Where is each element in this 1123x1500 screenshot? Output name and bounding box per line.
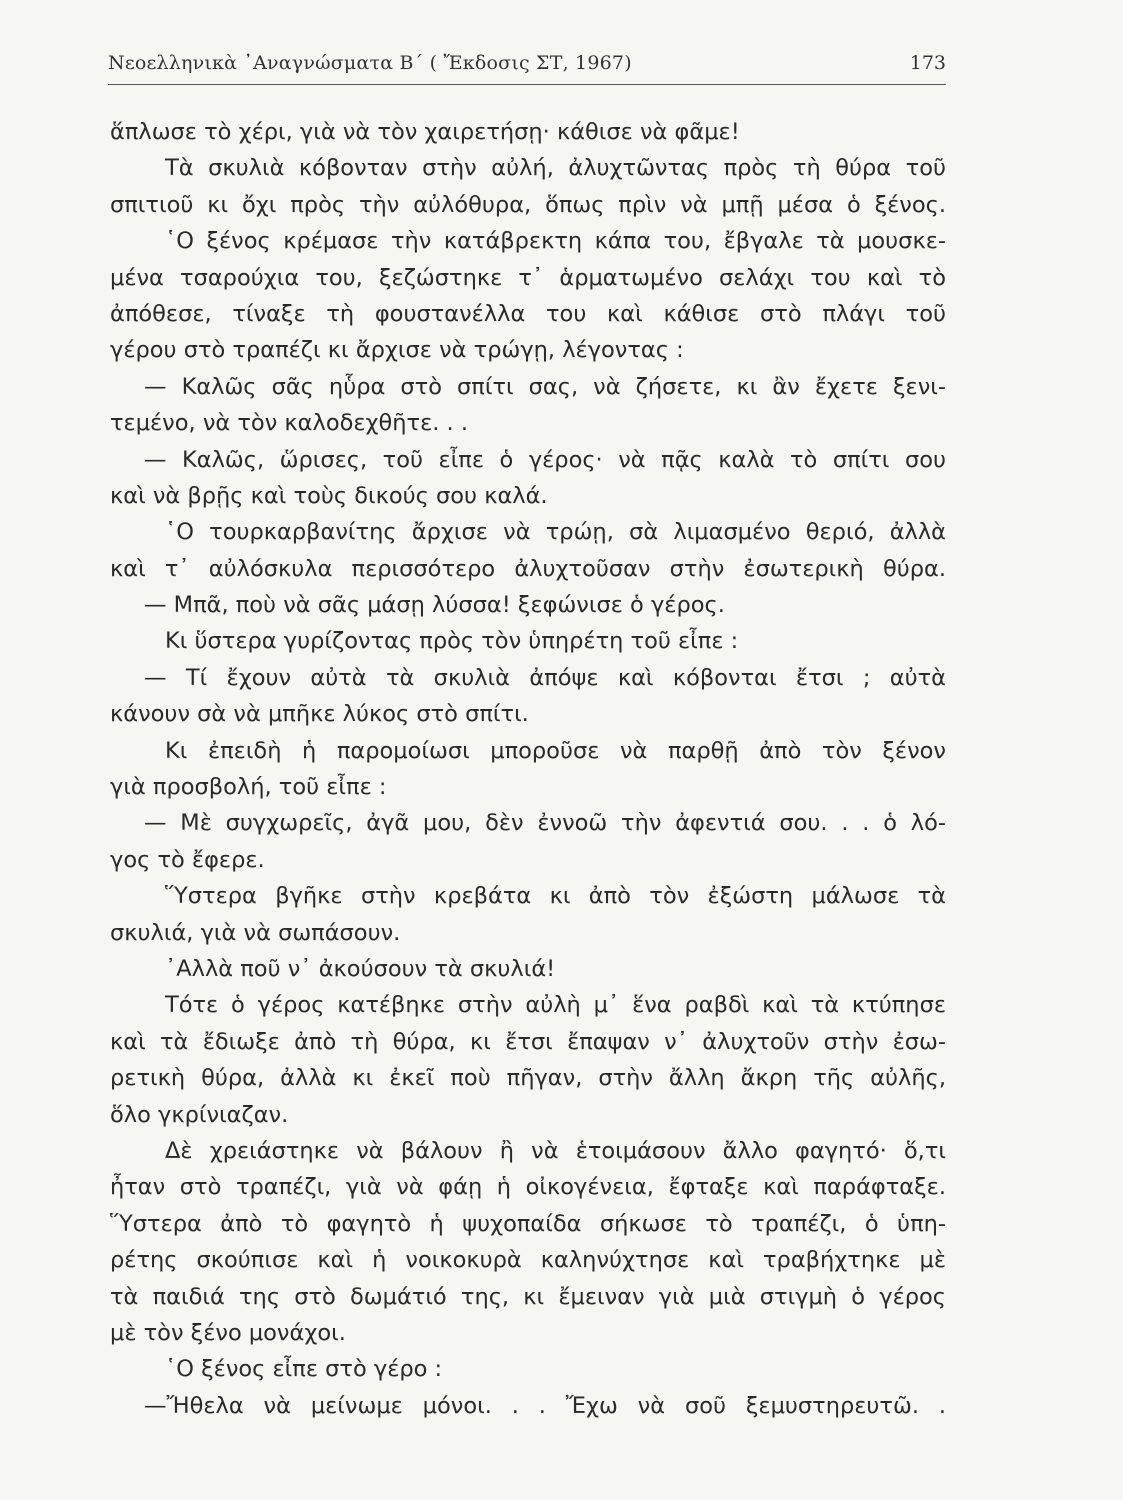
running-head [108,52,946,85]
text-line: Ὕστερα ἀπὸ τὸ φαγητὸ ἡ ψυχοπαίδα σήκωσε τὸ τραπέζι, ὁ ὑπη- [110,1210,946,1237]
text-line: γέρου στὸ τραπέζι κι ἄρχισε νὰ τρώγῃ, λέγοντας : [110,337,684,364]
text-line: ρετικὴ θύρα, ἀλλὰ κι ἐκεῖ ποὺ πῆγαν, στὴν ἄλλη ἄκρη τῆς αὐλῆς, [110,1065,946,1092]
book-title: Νεοελληνικὰ ᾿Αναγνώσματα Β΄ ( Ἔκδοσις ΣΤ, 1967) [108,52,632,74]
text-line: ὅλο γκρίνιαζαν. [110,1101,289,1128]
text-line: σκυλιά, γιὰ νὰ σωπάσουν. [110,919,401,946]
text-line: καὶ νὰ βρῇς καὶ τοὺς δικούς σου καλά. [110,482,548,509]
body-text [110,114,946,1424]
text-line: τεμένο, νὰ τὸν καλοδεχθῆτε. . . [110,410,469,437]
text-line: Τότε ὁ γέρος κατέβηκε στὴν αὐλὴ μ᾿ ἕνα ραβδὶ καὶ τὰ κτύπησε [165,992,946,1019]
text-line: — Τί ἔχουν αὐτὰ τὰ σκυλιὰ ἀπόψε καὶ κόβονται ἔτσι ; αὐτὰ [144,664,946,691]
text-line: καὶ τὰ ἔδιωξε ἀπὸ τὴ θύρα, κι ἔτσι ἔπαψαν ν᾿ ἀλυχτοῦν στὴν ἐσω- [110,1028,946,1055]
text-line: Κι ἐπειδὴ ἡ παρομοίωσι μποροῦσε νὰ παρθῇ ἀπὸ τὸν ξένον [165,737,946,764]
text-line: ῾Ο τουρκαρβανίτης ἄρχισε νὰ τρώῃ, σὰ λιμασμένο θεριό, ἀλλὰ [165,519,946,546]
text-line: Τὰ σκυλιὰ κόβονταν στὴν αὐλή, ἀλυχτῶντας πρὸς τὴ θύρα τοῦ [165,155,946,182]
text-line: ῾Ο ξένος κρέμασε τὴν κατάβρεκτη κάπα του, ἔβγαλε τὰ μουσκε- [165,228,946,255]
text-line: ἀπόθεσε, τίναξε τὴ φουστανέλλα του καὶ κάθισε στὸ πλάγι τοῦ [110,300,946,327]
page-number: 173 [909,52,946,74]
text-line: τὰ παιδιά της στὸ δωμάτιό της, κι ἔμειναν γιὰ μιὰ στιγμὴ ὁ γέρος [110,1283,946,1310]
text-line: γιὰ προσβολή, τοῦ εἶπε : [110,774,387,801]
text-line: —Ἤθελα νὰ μείνωμε μόνοι. . . Ἔχω νὰ σοῦ ξεμυστηρευτῶ. . [144,1392,946,1419]
text-line: σπιτιοῦ κι ὄχι πρὸς τὴν αὐλόθυρα, ὅπως πρὶν νὰ μπῇ μέσα ὁ ξένος. [110,191,946,218]
text-line: — Μπᾶ, ποὺ νὰ σᾶς μάσῃ λύσσα! ξεφώνισε ὁ γέρος. [144,592,725,619]
text-line: — Καλῶς, ὥρισες, τοῦ εἶπε ὁ γέρος· νὰ πᾷς καλὰ τὸ σπίτι σου [144,446,946,473]
text-line: μένα τσαρούχια του, ξεζώστηκε τ᾿ ἁρματωμένο σελάχι του καὶ τὸ [110,264,946,291]
text-line: — Καλῶς σᾶς ηὗρα στὸ σπίτι σας, νὰ ζήσετε, κι ἂν ἔχετε ξενι- [144,373,946,400]
text-line: ῾Ο ξένος εἶπε στὸ γέρο : [165,1356,443,1383]
text-line: Ὕστερα βγῆκε στὴν κρεβάτα κι ἀπὸ τὸν ἐξώστη μάλωσε τὰ [165,883,946,910]
text-line: Δὲ χρειάστηκε νὰ βάλουν ἢ νὰ ἑτοιμάσουν ἄλλο φαγητό· ὅ,τι [165,1137,946,1164]
text-line: κάνουν σὰ νὰ μπῆκε λύκος στὸ σπίτι. [110,701,529,728]
text-line: ᾿Αλλὰ ποῦ ν᾿ ἀκούσουν τὰ σκυλιά! [165,955,556,982]
text-line: ἅπλωσε τὸ χέρι, γιὰ νὰ τὸν χαιρετήσῃ· κάθισε νὰ φᾶμε! [110,119,740,145]
text-line: γος τὸ ἔφερε. [110,846,265,873]
text-line: μὲ τὸν ξένο μονάχοι. [110,1319,346,1346]
text-line: ἦταν στὸ τραπέζι, γιὰ νὰ φάῃ ἡ οἰκογένεια, ἔφταξε καὶ παράφταξε. [110,1174,946,1201]
text-line: ρέτης σκούπισε καὶ ἡ νοικοκυρὰ καληνύχτησε καὶ τραβήχτηκε μὲ [110,1247,946,1274]
text-line: — Μὲ συγχωρεῖς, ἀγᾶ μου, δὲν ἐννοῶ τὴν ἀφεντιά σου. . . ὁ λό- [144,810,946,837]
text-line: καὶ τ᾿ αὐλόσκυλα περισσότερο ἀλυχτοῦσαν στὴν ἐσωτερικὴ θύρα. [110,555,946,582]
text-line: Κι ὕστερα γυρίζοντας πρὸς τὸν ὑπηρέτη τοῦ εἶπε : [165,628,739,655]
